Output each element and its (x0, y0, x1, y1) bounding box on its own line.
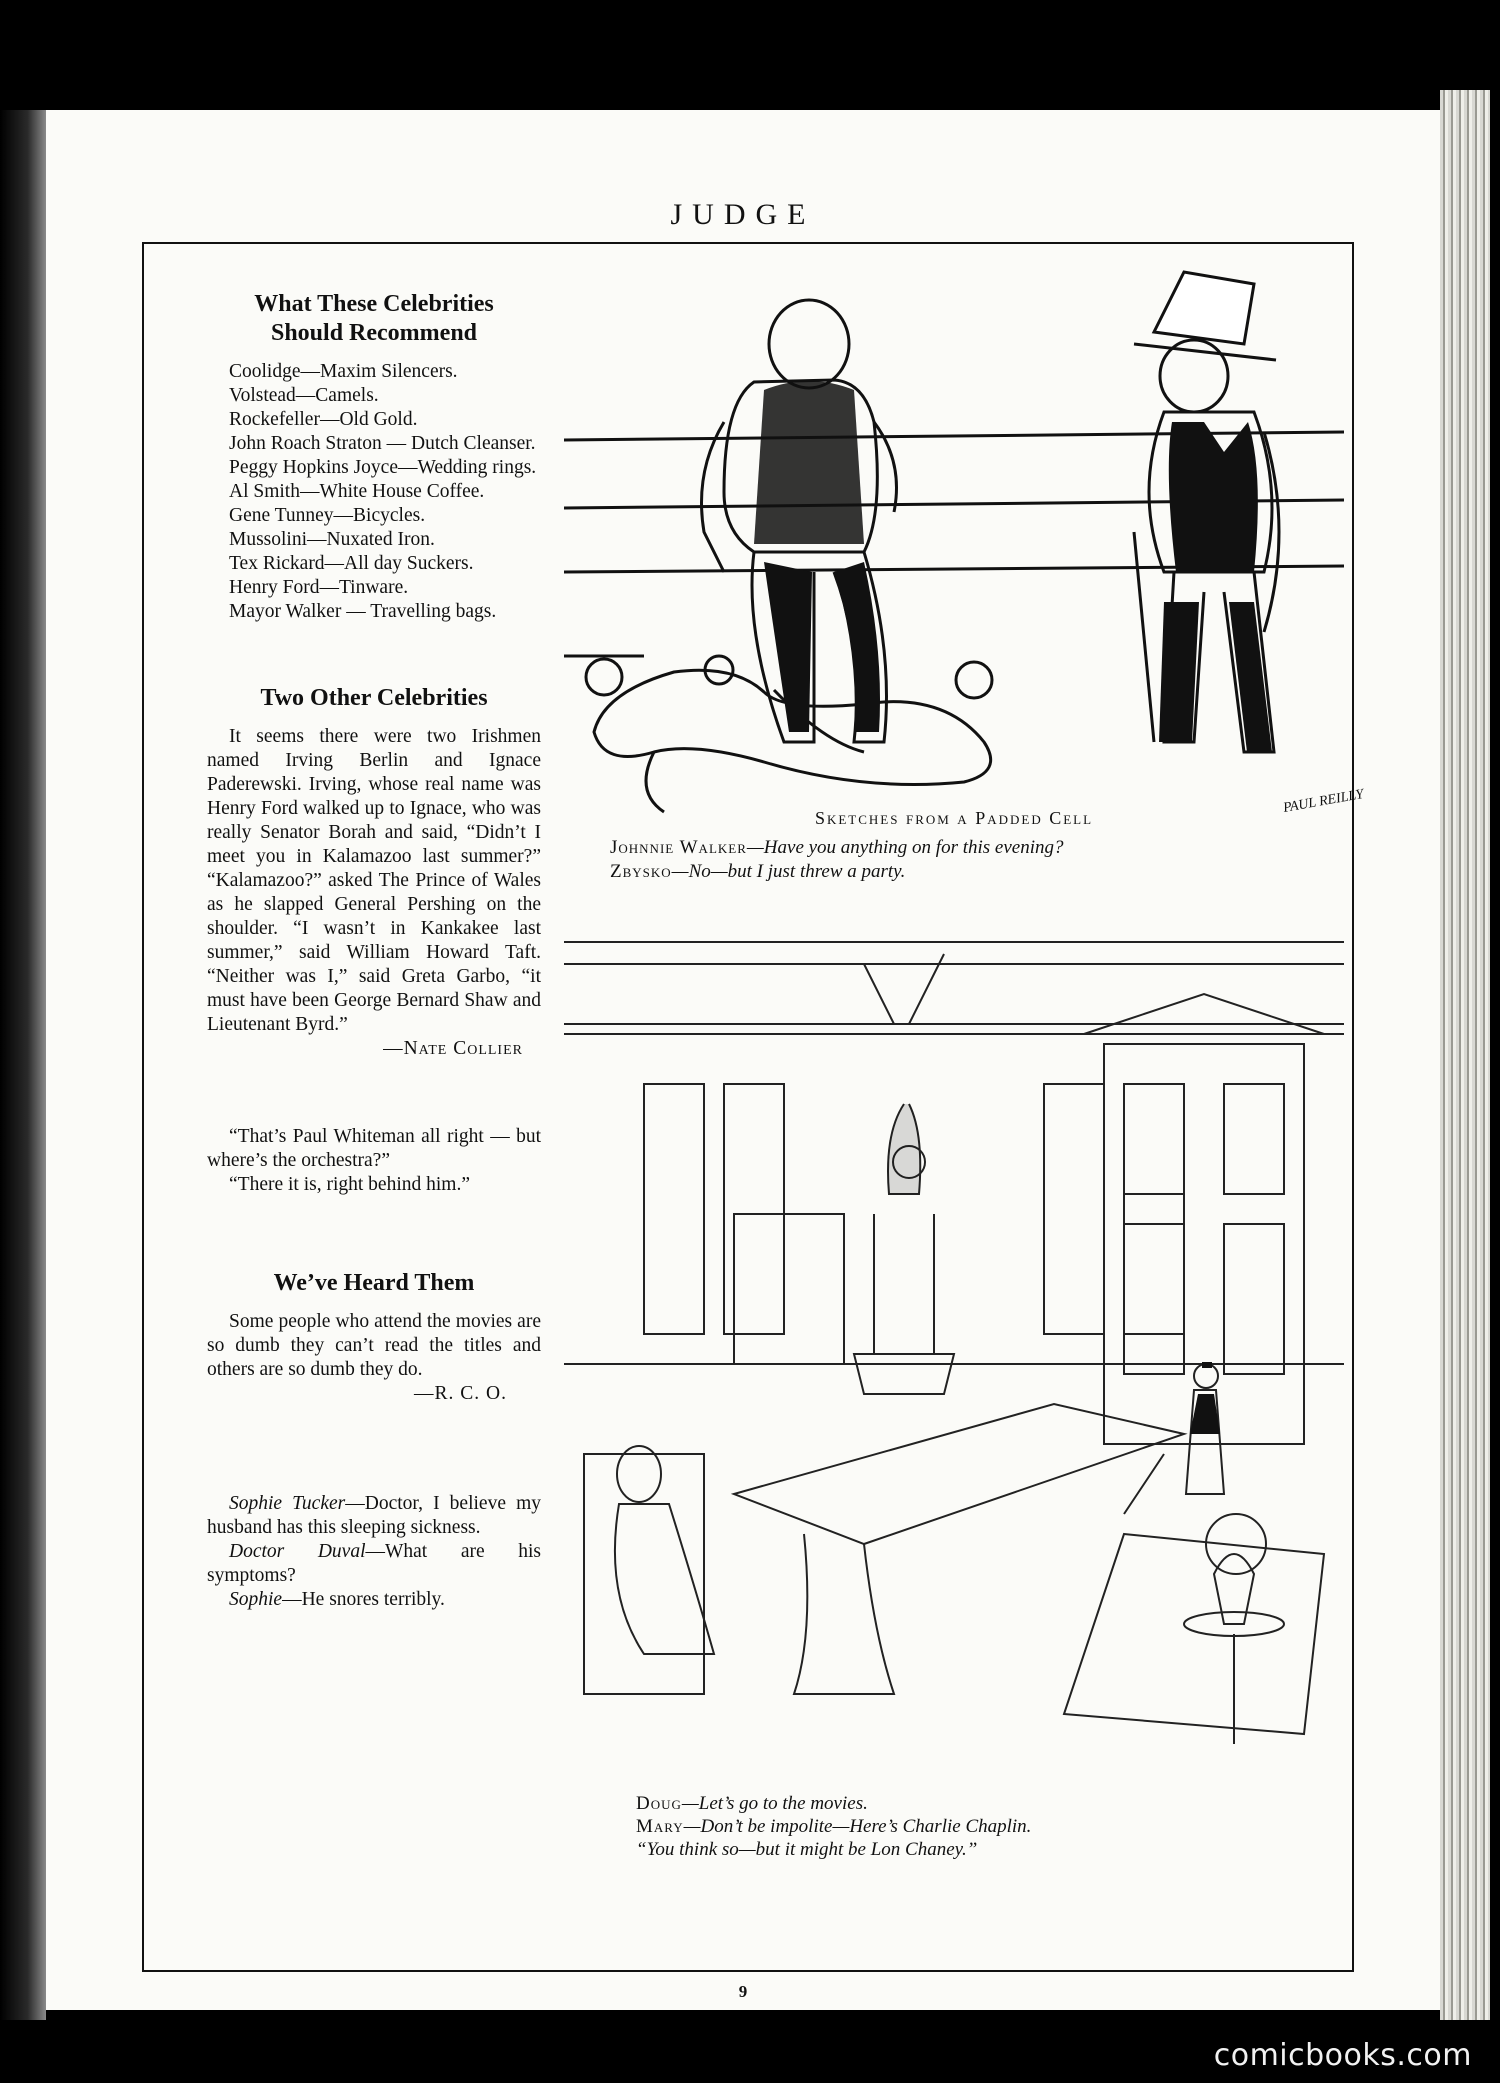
recommend-item: Peggy Hopkins Joyce—Wedding rings. (229, 457, 537, 478)
heard-them-heading: We’ve Heard Them (273, 1270, 475, 1296)
caption-padded-cell (564, 806, 1344, 884)
sophie-line1 (207, 1492, 541, 1540)
caption-padded-cell-line2 (564, 860, 1344, 884)
cartoon-padded-cell (564, 272, 1365, 832)
two-other-body: It seems there were two Irishmen named Irving Berlin and Ignace Paderewski. Irving, whose real name was Henry Ford walked up to Ignace, who was really Senator Borah and said, “Didn’t I meet you in Kalamazoo last summer?” “Kalamazoo?” asked The Prince of Wales as he slapped General Pershing on the shoulder. “I wasn’t in Kankakee last summer,” said William Howard Taft. “Neither was I,” said Greta Garbo, “it must have been George Bernard Shaw and Lieutenant Byrd.” (207, 726, 541, 1035)
cartoon-parlor-drawing (564, 934, 1344, 1784)
heard-them-body: Some people who attend the movies are so dumb they can’t read the titles and others are so dumb they do. (207, 1311, 541, 1380)
recommend-heading-line1: What These Celebrities (254, 291, 494, 317)
sophie-section (207, 1492, 541, 1612)
sophie-speaker2: Doctor Duval (229, 1541, 366, 1562)
recommend-item: Coolidge—Maxim Silencers. (229, 361, 458, 382)
caption-parlor-line2 (636, 1815, 1344, 1838)
sophie-speaker1: Sophie Tucker (229, 1493, 346, 1514)
heard-them-section (207, 1269, 541, 1406)
caption-speaker: Zbysko (610, 861, 672, 882)
heard-them-byline: —R. C. O. (414, 1383, 507, 1404)
caption-text: —Don’t be impolite—Here’s Charlie Chaplin. (683, 1816, 1032, 1837)
recommend-heading-line2: Should Recommend (270, 320, 478, 346)
masthead: JUDGE (670, 198, 816, 231)
recommend-item: Volstead—Camels. (229, 385, 379, 406)
page-number: 9 (738, 1982, 748, 2001)
recommend-item: Tex Rickard—All day Suckers. (229, 553, 474, 574)
sophie-text3: —He snores terribly. (282, 1589, 445, 1610)
sophie-line2 (207, 1540, 541, 1588)
cartoon-padded-cell-drawing (564, 272, 1365, 832)
sophie-text1: —Doctor, I believe my husband has this sleeping sickness. (207, 1493, 541, 1538)
scan-edge-left (0, 110, 46, 2020)
recommend-section (207, 290, 541, 624)
recommend-item: Mussolini—Nuxated Iron. (229, 529, 435, 550)
whiteman-line2: “There it is, right behind him.” (229, 1174, 470, 1195)
magazine-page (46, 110, 1440, 2010)
page-edge-right (1440, 90, 1490, 2020)
sophie-speaker3: Sophie (229, 1589, 283, 1610)
recommend-item: Rockefeller—Old Gold. (229, 409, 418, 430)
left-column (207, 290, 541, 1612)
caption-speaker: Johnnie Walker (610, 837, 747, 858)
caption-parlor (564, 1792, 1344, 1861)
recommend-item: John Roach Straton — Dutch Cleanser. (229, 433, 536, 454)
recommend-item: Al Smith—White House Coffee. (229, 481, 485, 502)
whiteman-line1: “That’s Paul Whiteman all right — but where’s the orchestra?” (207, 1126, 541, 1171)
caption-text: —No—but I just threw a party. (671, 861, 906, 882)
recommend-item: Henry Ford—Tinware. (229, 577, 409, 598)
sophie-text2: —What are his symptoms? (207, 1541, 541, 1586)
caption-parlor-line3: “You think so—but it might be Lon Chaney.” (636, 1839, 978, 1860)
sophie-line3 (207, 1588, 541, 1612)
recommend-item: Gene Tunney—Bicycles. (229, 505, 426, 526)
recommend-item: Mayor Walker — Travelling bags. (229, 601, 497, 622)
caption-padded-cell-line1 (564, 836, 1344, 860)
caption-parlor-line1 (636, 1792, 1344, 1815)
cartoon-signature: PAUL REILLY (1282, 787, 1365, 816)
two-other-byline: —Nate Collier (383, 1038, 523, 1059)
cartoon-parlor (564, 934, 1344, 1784)
two-other-heading: Two Other Celebrities (260, 685, 488, 711)
caption-text: —Have you anything on for this evening? (746, 837, 1064, 858)
two-other-section (207, 684, 541, 1061)
whiteman-section (207, 1125, 541, 1197)
caption-speaker: Doug (636, 1793, 682, 1814)
recommend-heading (207, 290, 541, 348)
caption-padded-cell-title: Sketches from a Padded Cell (814, 808, 1094, 828)
content-frame (142, 242, 1365, 1972)
watermark: comicbooks.com (1213, 2038, 1472, 2073)
caption-text: —Let’s go to the movies. (681, 1793, 868, 1814)
caption-speaker: Mary (636, 1816, 684, 1837)
